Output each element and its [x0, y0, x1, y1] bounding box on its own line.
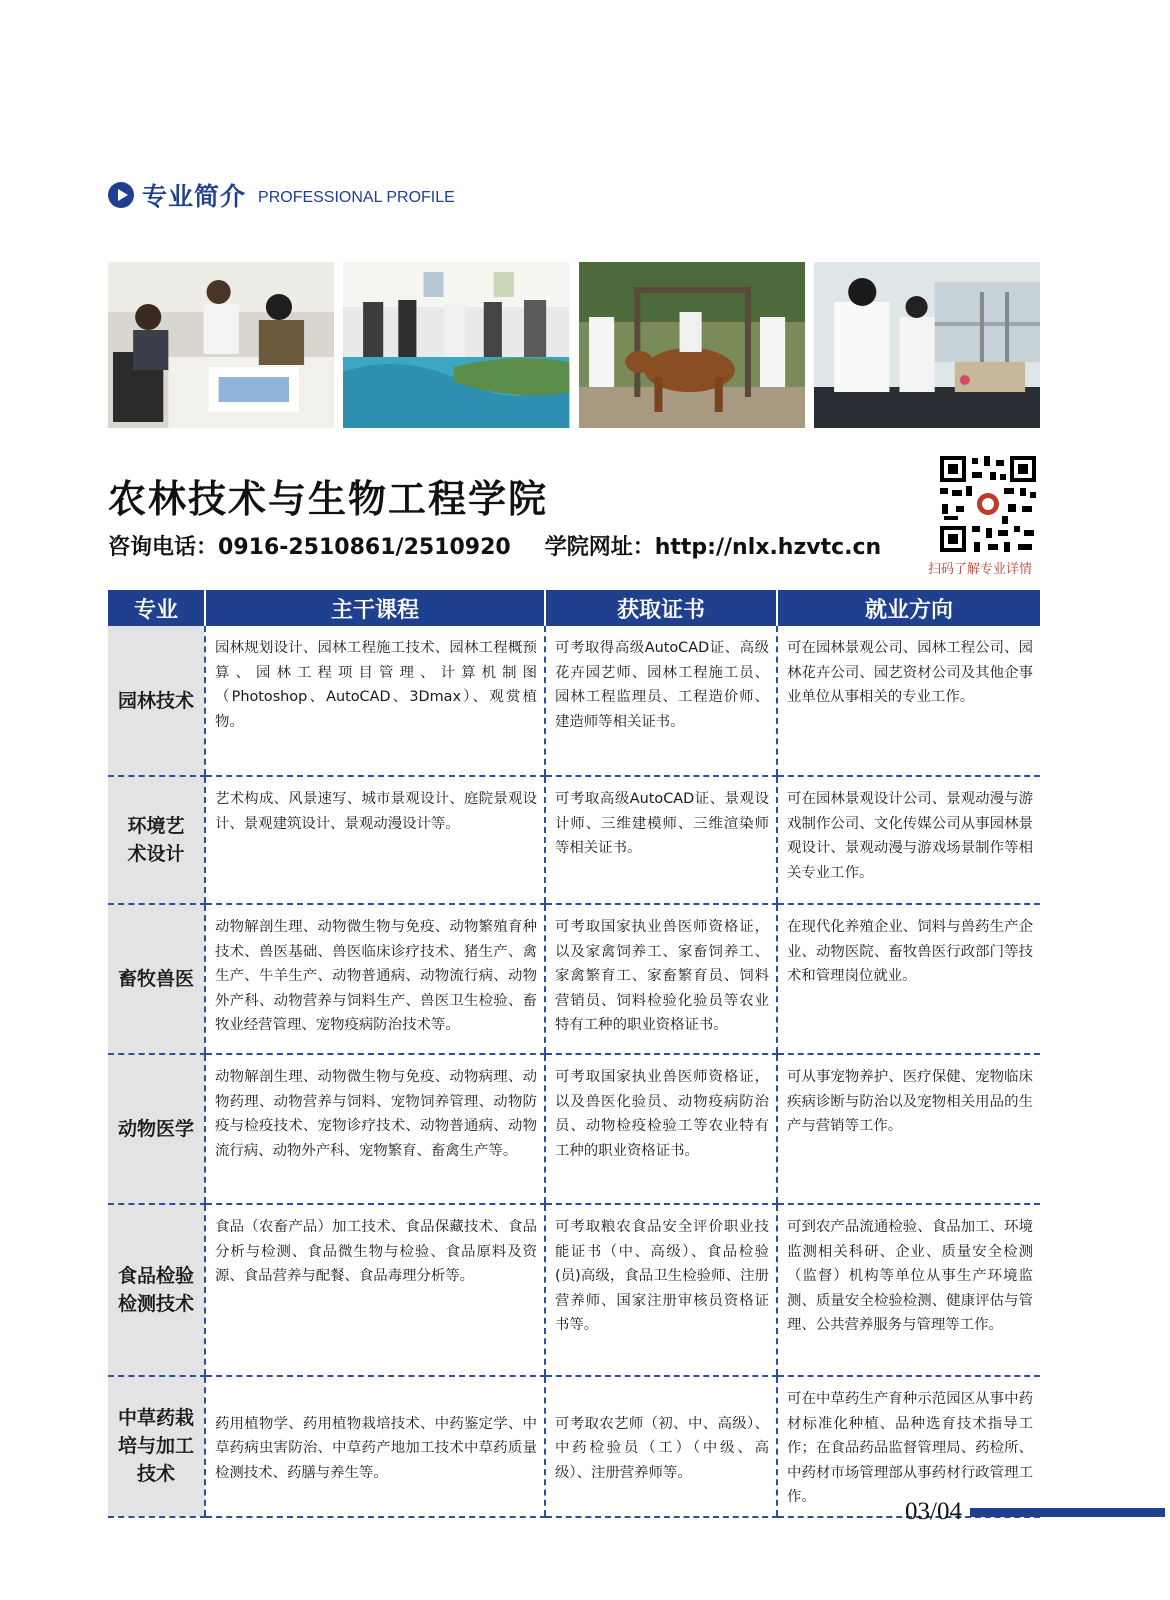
- phone-label: 咨询电话：: [108, 535, 219, 560]
- photo-cattle-class: [579, 262, 805, 428]
- college-name: 农林技术与生物工程学院: [108, 477, 549, 521]
- table-row: [108, 904, 1040, 1054]
- section-header: [108, 178, 455, 212]
- qr-caption: 扫码了解专业详情: [928, 562, 1033, 577]
- table-row: [108, 1204, 1040, 1376]
- header-major: 专业: [108, 590, 205, 626]
- website-label: 学院网址：: [544, 535, 655, 560]
- photo-classroom: [108, 262, 334, 428]
- major-name: 中草药栽培与加工技术: [108, 1376, 205, 1517]
- employment: 可到农产品流通检验、食品加工、环境监测相关科研、企业、质量安全检测（监督）机构等单位从事生产环境监测、质量安全检验检测、健康评估与管理、公共营养服务与管理等工作。: [777, 1204, 1040, 1376]
- certificates: 可考取粮农食品安全评价职业技能证书（中、高级）、食品检验(员)高级，食品卫生检验师、注册营养师、国家注册审核员资格证书等。: [545, 1204, 777, 1376]
- play-icon: [108, 182, 134, 208]
- photo-model-exhibit: [343, 262, 569, 428]
- major-name: 食品检验检测技术: [108, 1204, 205, 1376]
- section-title-en: PROFESSIONAL PROFILE: [258, 189, 455, 206]
- phone-number: 0916-2510861/2510920: [218, 535, 511, 560]
- certificates: 可考取高级AutoCAD证、景观设计师、三维建模师、三维渲染师等相关证书。: [545, 776, 777, 904]
- table-row: [108, 626, 1040, 776]
- major-name: 动物医学: [108, 1054, 205, 1204]
- section-title: 专业简介: [142, 182, 247, 211]
- employment: 可在中草药生产育种示范园区从事中药材标准化种植、品种选育技术指导工作；在食品药品监督管理局、药检所、中药材市场管理部从事药材行政管理工作。: [777, 1376, 1040, 1517]
- table-header-row: [108, 590, 1040, 626]
- certificates: 可考取农艺师（初、中、高级）、中药检验员（工）（中级、高级）、注册营养师等。: [545, 1376, 777, 1517]
- major-name: 园林技术: [108, 626, 205, 776]
- employment: 在现代化养殖企业、饲料与兽药生产企业、动物医院、畜牧兽医行政部门等技术和管理岗位就业。: [777, 904, 1040, 1054]
- certificates: 可考取国家执业兽医师资格证，以及家禽饲养工、家畜饲养工、家禽繁育工、家畜繁育员、饲料营销员、饲料检验化验员等农业特有工种的职业资格证书。: [545, 904, 777, 1054]
- employment: 可从事宠物养护、医疗保健、宠物临床疾病诊断与防治以及宠物相关用品的生产与营销等工作。: [777, 1054, 1040, 1204]
- page-footer: [905, 1498, 1165, 1526]
- employment: 可在园林景观设计公司、景观动漫与游戏制作公司、文化传媒公司从事园林景观设计、景观动漫与游戏场景制作等相关专业工作。: [777, 776, 1040, 904]
- page-number: 03/04: [905, 1498, 962, 1525]
- website-link[interactable]: http://nlx.hzvtc.cn: [654, 535, 882, 560]
- main-courses: 园林规划设计、园林工程施工技术、园林工程概预算、园林工程项目管理、计算机制图（Photoshop、AutoCAD、3Dmax）、观赏植物。: [205, 626, 545, 776]
- table-row: [108, 776, 1040, 904]
- main-courses: 艺术构成、风景速写、城市景观设计、庭院景观设计、景观建筑设计、景观动漫设计等。: [205, 776, 545, 904]
- photo-strip: [108, 262, 1040, 428]
- page-bar: [970, 1508, 1165, 1517]
- main-courses: 动物解剖生理、动物微生物与免疫、动物病理、动物药理、动物营养与饲料、宠物饲养管理、动物防疫与检疫技术、宠物诊疗技术、动物普通病、动物流行病、动物外产科、宠物繁育、畜禽生产等。: [205, 1054, 545, 1204]
- majors-table: [108, 590, 1040, 1518]
- table-row: [108, 1376, 1040, 1517]
- header-certificates: 获取证书: [545, 590, 777, 626]
- contact-line: [108, 530, 881, 561]
- main-courses: 动物解剖生理、动物微生物与免疫、动物繁殖育种技术、兽医基础、兽医临床诊疗技术、猪生产、禽生产、牛羊生产、动物普通病、动物流行病、动物外产科、动物营养与饲料生产、兽医卫生检验、畜牧业经营管理、宠物疫病防治技术等。: [205, 904, 545, 1054]
- certificates: 可考取得高级AutoCAD证、高级花卉园艺师、园林工程施工员、园林工程监理员、工程造价师、建造师等相关证书。: [545, 626, 777, 776]
- qr-code-icon[interactable]: [938, 454, 1038, 554]
- main-courses: 食品（农畜产品）加工技术、食品保藏技术、食品分析与检测、食品微生物与检验、食品原料及资源、食品营养与配餐、食品毒理分析等。: [205, 1204, 545, 1376]
- employment: 可在园林景观公司、园林工程公司、园林花卉公司、园艺资材公司及其他企事业单位从事相关的专业工作。: [777, 626, 1040, 776]
- header-employment: 就业方向: [777, 590, 1040, 626]
- certificates: 可考取国家执业兽医师资格证，以及兽医化验员、动物疫病防治员、动物检疫检验工等农业特有工种的职业资格证书。: [545, 1054, 777, 1204]
- main-courses: 药用植物学、药用植物栽培技术、中药鉴定学、中草药病虫害防治、中草药产地加工技术中草药质量检测技术、药膳与养生等。: [205, 1376, 545, 1517]
- header-courses: 主干课程: [205, 590, 545, 626]
- major-name: 环境艺术设计: [108, 776, 205, 904]
- major-name: 畜牧兽医: [108, 904, 205, 1054]
- table-row: [108, 1054, 1040, 1204]
- photo-laboratory: [814, 262, 1040, 428]
